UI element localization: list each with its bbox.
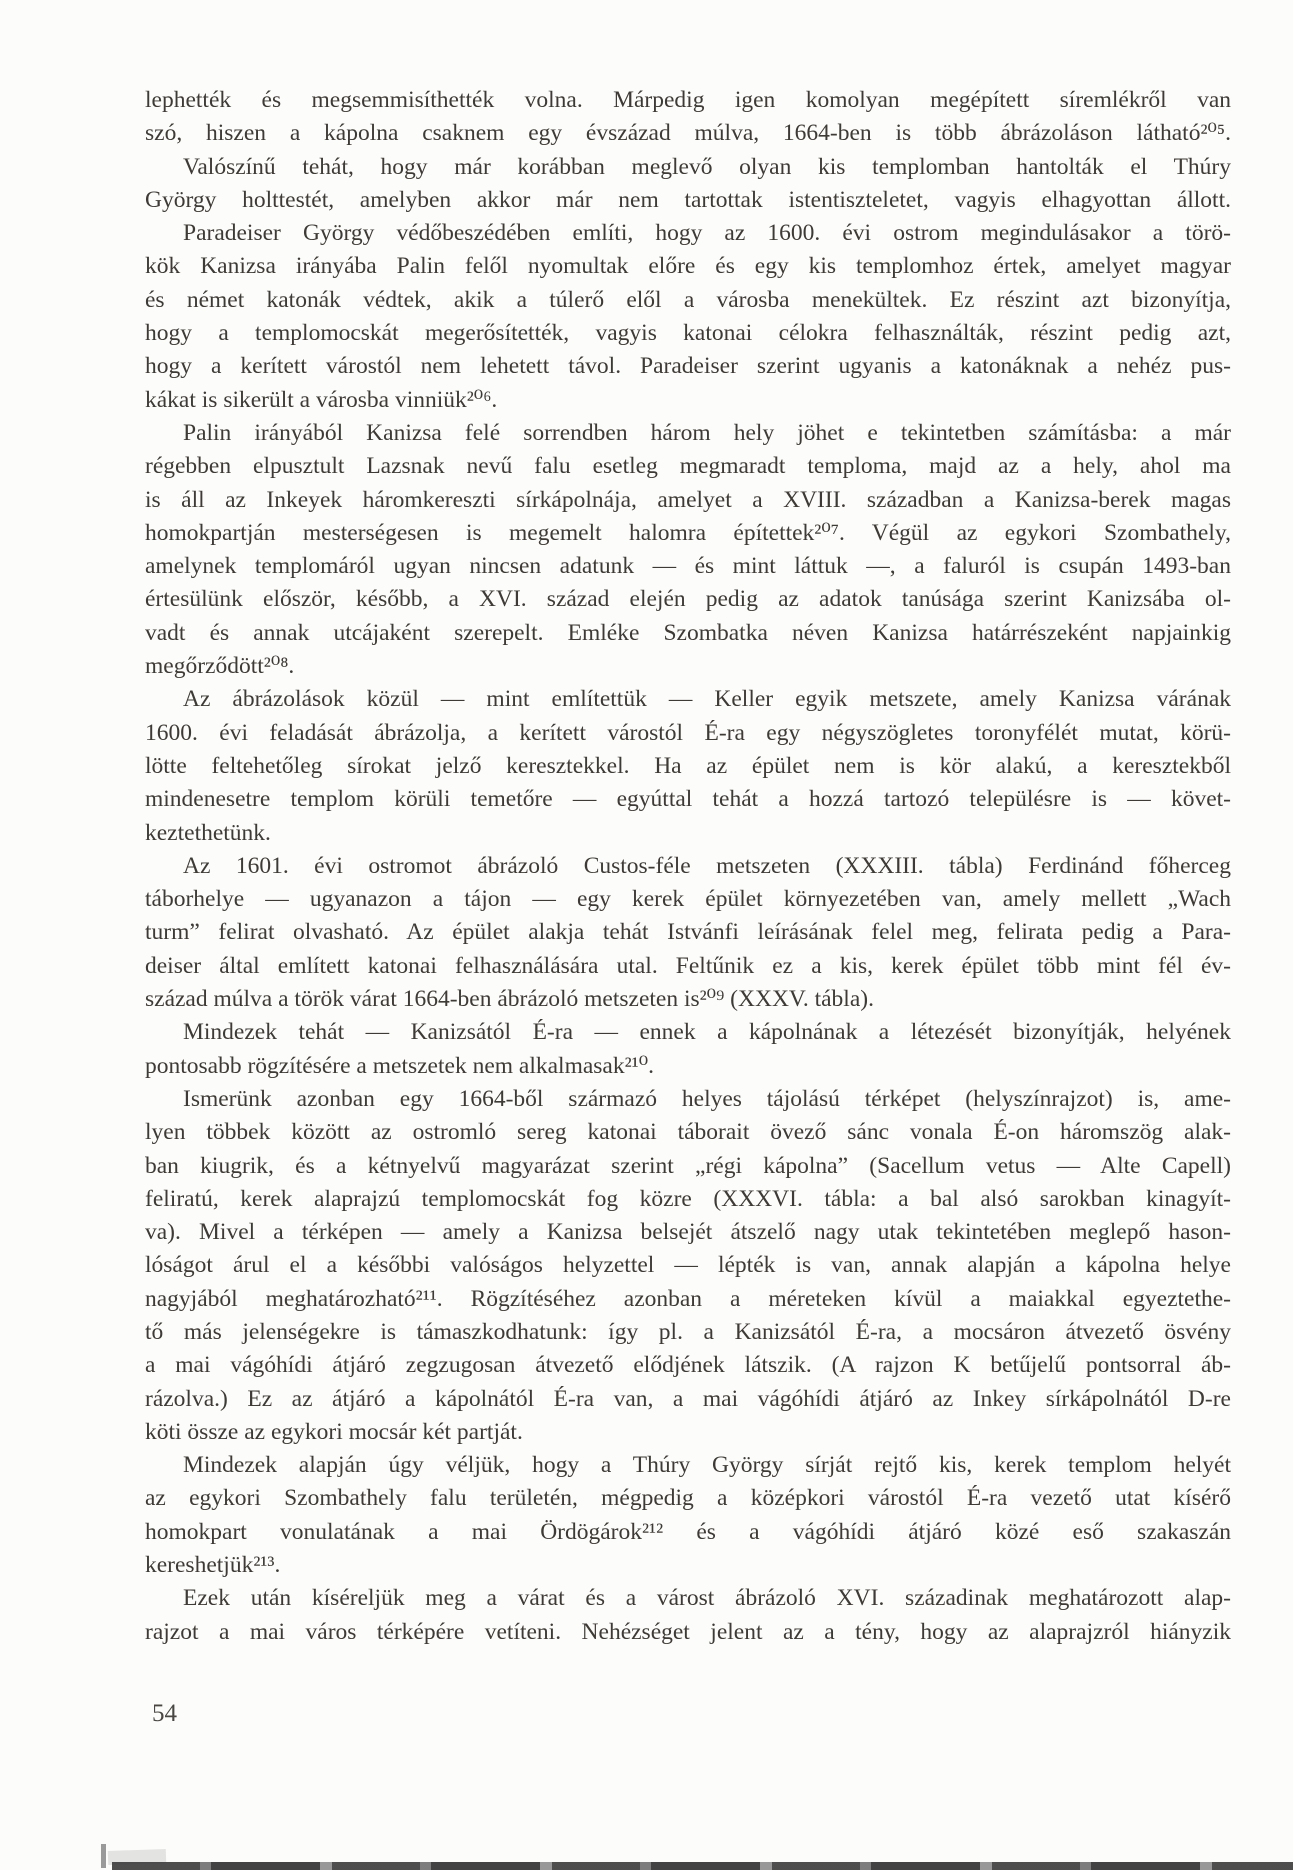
- text-block: [145, 84, 1231, 1649]
- text-line: György holttestét, amelyben akkor már nem tartottak istentiszteletet, vagyis elhagyottan állott.: [145, 186, 1231, 213]
- text-line: tő más jelenségekre is támaszkodhatunk: így pl. a Kanizsától É-ra, a mocsáron átvezető ösvény: [145, 1318, 1231, 1345]
- text-line: homokpart vonulatának a mai Ördögárok²¹² és a vágóhídi átjáró közé eső szakaszán: [145, 1518, 1231, 1545]
- text-line: mindenesetre templom körüli temetőre — egyúttal tehát a hozzá tartozó településre is — követ-: [145, 786, 1231, 813]
- text-line: Valószínű tehát, hogy már korábban meglevő olyan kis templomban hantolták el Thúry: [183, 153, 1231, 180]
- text-line: hogy a kerített várostól nem lehetett távol. Paradeiser szerint ugyanis a katonáknak a nehéz pus-: [145, 353, 1231, 380]
- text-line: Az 1601. évi ostromot ábrázoló Custos-féle metszeten (XXXIII. tábla) Ferdinánd főherceg: [183, 852, 1231, 879]
- text-line: és német katonák védtek, akik a túlerő elől a városba menekültek. Ez részint azt bizonyítja,: [145, 286, 1231, 313]
- paragraph: [145, 1016, 1231, 1083]
- text-line: lóságot árul el a későbbi valóságos helyzettel — lépték is van, annak alapján a kápolna helye: [145, 1252, 1231, 1279]
- text-line: lyen többek között az ostromló sereg katonai táborait övező sánc vonala É-on háromszög alak-: [145, 1119, 1231, 1146]
- text-line: nagyjából meghatározható²¹¹. Rögzítéséhez azonban a méreteken kívül a maiakkal egyeztethe-: [145, 1285, 1231, 1312]
- text-line: amelynek templomáról ugyan nincsen adatunk — és mint láttuk —, a faluról is csupán 1493-ban: [145, 553, 1231, 580]
- text-line: Paradeiser György védőbeszédében említi, hogy az 1600. évi ostrom megindulásakor a törö-: [183, 220, 1231, 247]
- text-line: rázolva.) Ez az átjáró a kápolnától É-ra van, a mai vágóhídi átjáró az Inkey sírkápolnától D-re: [145, 1385, 1231, 1412]
- text-line: értesülünk először, később, a XVI. század elején pedig az adatok tanúsága szerint Kanizsába ol-: [145, 586, 1231, 613]
- paragraph: [145, 1582, 1231, 1649]
- text-line: Mindezek tehát — Kanizsától É-ra — ennek a kápolnának a létezését bizonyítják, helyének: [183, 1019, 1231, 1046]
- text-line: feliratú, kerek alaprajzú templomocskát fog közre (XXXVI. tábla: a bal alsó sarokban kinagyít-: [145, 1185, 1231, 1212]
- paragraph: [145, 683, 1231, 849]
- text-line: régebben elpusztult Lazsnak nevű falu esetleg megmaradt temploma, majd az a hely, ahol ma: [145, 453, 1231, 480]
- text-line: vadt és annak utcájaként szerepelt. Emléke Szombatka néven Kanizsa határrészeként napjainkig: [145, 619, 1231, 646]
- text-line: az egykori Szombathely falu területén, mégpedig a középkori várostól É-ra vezető utat kísérő: [145, 1485, 1231, 1512]
- text-line: is áll az Inkeyek háromkereszti sírkápolnája, amelyet a XVIII. században a Kanizsa-berek magas: [145, 486, 1231, 513]
- paragraph: [145, 850, 1231, 1016]
- text-line: a mai vágóhídi átjáró zegzugosan átvezető elődjének látszik. (A rajzon K betűjelű pontsorral áb-: [145, 1352, 1231, 1379]
- text-line: szó, hiszen a kápolna csaknem egy évszázad múlva, 1664-ben is több ábrázoláson látható²⁰⁵.: [145, 120, 1231, 147]
- text-line: hogy a templomocskát megerősítették, vagyis katonai célokra felhasználták, részint pedig azt,: [145, 320, 1231, 347]
- text-line: kákat is sikerült a városba vinniük²⁰⁶.: [145, 386, 498, 413]
- text-line: 1600. évi feladását ábrázolja, a kerített várostól É-ra egy négyszögletes toronyfélét mutat, körü-: [145, 719, 1231, 746]
- text-line: század múlva a török várat 1664-ben ábrázoló metszeten is²⁰⁹ (XXXV. tábla).: [145, 986, 874, 1013]
- text-line: homokpartján mesterségesen is megemelt halomra építettek²⁰⁷. Végül az egykori Szombathely,: [145, 519, 1231, 546]
- text-line: Palin irányából Kanizsa felé sorrendben három hely jöhet e tekintetben számításba: a már: [183, 419, 1231, 446]
- text-line: ban kiugrik, és a kétnyelvű magyarázat szerint „régi kápolna” (Sacellum vetus — Alte Capell): [145, 1152, 1231, 1179]
- text-line: lephették és megsemmisíthették volna. Márpedig igen komolyan megépített síremlékről van: [145, 87, 1231, 113]
- text-line: kereshetjük²¹³.: [145, 1552, 281, 1579]
- paragraph: [145, 1449, 1231, 1582]
- paragraph: [145, 417, 1231, 683]
- text-line: lötte feltehetőleg sírokat jelző keresztekkel. Ha az épület nem is kör alakú, a keresztekből: [145, 752, 1231, 779]
- text-line: Az ábrázolások közül — mint említettük — Keller egyik metszete, amely Kanizsa várának: [183, 686, 1231, 713]
- paragraph: [145, 217, 1231, 417]
- text-line: Mindezek alapján úgy véljük, hogy a Thúry György sírját rejtő kis, kerek templom helyét: [183, 1452, 1231, 1479]
- text-line: megőrződött²⁰⁸.: [145, 653, 295, 680]
- text-line: kök Kanizsa irányába Palin felől nyomultak előre és egy kis templomhoz értek, amelyet magyar: [145, 253, 1231, 280]
- paragraph: [145, 84, 1231, 151]
- text-line: keztethetünk.: [145, 819, 271, 846]
- text-line: Ismerünk azonban egy 1664-ből származó helyes tájolású térképet (helyszínrajzot) is, ame-: [183, 1085, 1231, 1112]
- text-line: táborhelye — ugyanazon a tájon — egy kerek épület környezetében van, amely mellett „Wach: [145, 886, 1231, 913]
- paragraph: [145, 1083, 1231, 1449]
- text-line: Ezek után kíséreljük meg a várat és a várost ábrázoló XVI. századinak meghatározott alap-: [183, 1585, 1231, 1612]
- page-number: 54: [152, 1700, 177, 1727]
- scan-artifact-bar: [112, 1862, 1293, 1870]
- text-line: köti össze az egykori mocsár két partját.: [145, 1418, 523, 1445]
- paragraph: [145, 151, 1231, 218]
- text-line: deiser által említett katonai felhasználására utal. Feltűnik ez a kis, kerek épület több mint fél év-: [145, 952, 1231, 979]
- scan-edge-mark: [101, 1844, 106, 1868]
- text-line: pontosabb rögzítésére a metszetek nem alkalmasak²¹⁰.: [145, 1052, 654, 1079]
- text-line: rajzot a mai város térképére vetíteni. Nehézséget jelent az a tény, hogy az alaprajzról hiányzik: [145, 1618, 1231, 1645]
- text-line: turm” felirat olvasható. Az épület alakja tehát Istvánfi leírásának felel meg, felirata pedig a Para-: [145, 919, 1231, 946]
- text-line: va). Mivel a térképen — amely a Kanizsa belsejét átszelő nagy utak tekintetében meglepő hason-: [145, 1219, 1231, 1246]
